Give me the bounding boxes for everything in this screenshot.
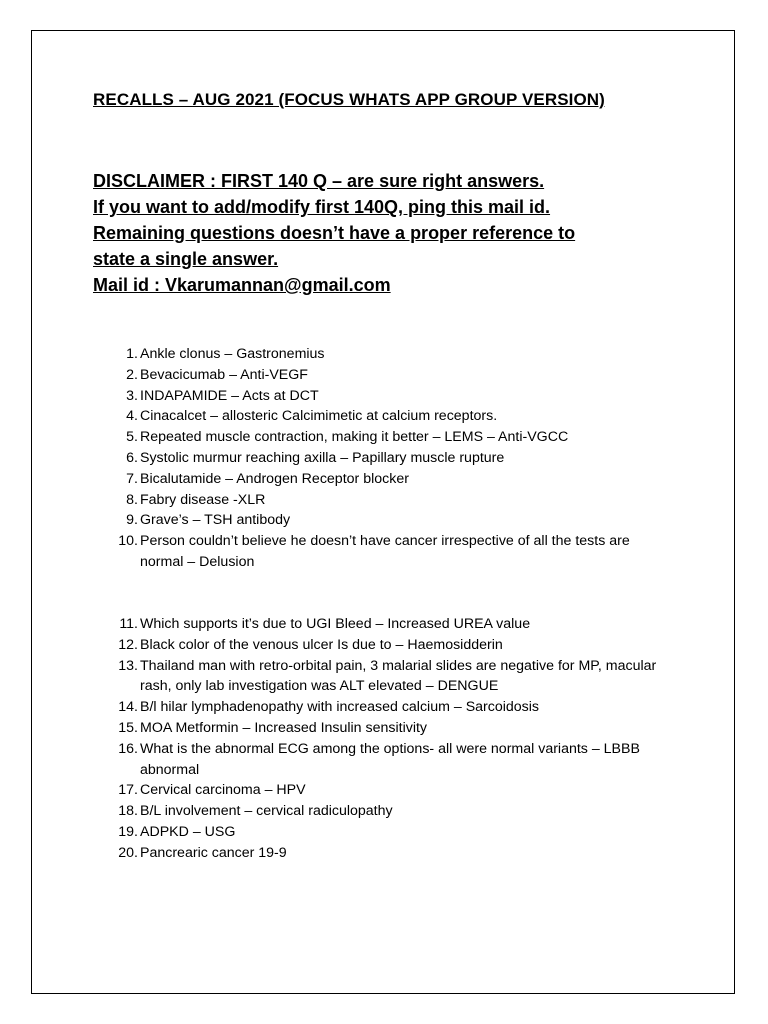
recall-list-part-2 (112, 614, 672, 864)
item-text: Fabry disease -XLR (140, 491, 266, 508)
item-text: Repeated muscle contraction, making it better – LEMS – Anti-VGCC (140, 429, 569, 446)
list-item (112, 614, 672, 635)
list-item (112, 406, 672, 427)
item-text: Grave’s – TSH antibody (140, 512, 291, 529)
item-text: Black color of the venous ulcer Is due to – Haemosidderin (140, 636, 503, 653)
item-number: 16. (118, 740, 138, 757)
item-text: ADPKD – USG (140, 823, 236, 840)
item-text: INDAPAMIDE – Acts at DCT (140, 387, 319, 404)
document-title: RECALLS – AUG 2021 (FOCUS WHATS APP GROUP VERSION) (93, 90, 605, 109)
item-text: B/L involvement – cervical radiculopathy (140, 803, 393, 820)
item-text: Person couldn’t believe he doesn’t have cancer irrespective of all the tests are normal – Delusion (140, 533, 630, 570)
list-item (112, 531, 672, 573)
list-item (112, 469, 672, 490)
list-item (112, 490, 672, 511)
item-number: 18. (118, 803, 138, 820)
list-item (112, 780, 672, 801)
disclaimer-line: If you want to add/modify first 140Q, ping this mail id. (93, 197, 551, 217)
list-item (112, 697, 672, 718)
item-text: What is the abnormal ECG among the options- all were normal variants – LBBB abnormal (140, 740, 640, 778)
item-number: 15. (118, 719, 138, 736)
item-text: Cinacalcet – allosteric Calcimimetic at calcium receptors. (140, 408, 498, 425)
item-number: 12. (118, 636, 138, 653)
item-text: MOA Metformin – Increased Insulin sensitivity (140, 719, 428, 736)
recall-list-part-1 (112, 344, 672, 573)
list-item (112, 427, 672, 448)
item-number: 13. (118, 657, 138, 674)
list-item (112, 656, 672, 698)
item-number: 5. (126, 429, 138, 446)
item-number: 7. (126, 470, 138, 487)
item-number: 19. (118, 823, 138, 840)
item-text: Bevacicumab – Anti-VEGF (140, 366, 308, 383)
item-text: Thailand man with retro-orbital pain, 3 malarial slides are negative for MP, macular rash, only lab investigation was ALT elevated – DENGUE (140, 657, 657, 695)
item-text: Ankle clonus – Gastronemius (140, 346, 325, 362)
item-number: 3. (126, 387, 138, 404)
item-number: 6. (126, 449, 138, 466)
item-text: B/l hilar lymphadenopathy with increased calcium – Sarcoidosis (140, 699, 540, 716)
item-text: Systolic murmur reaching axilla – Papillary muscle rupture (140, 449, 505, 466)
email-line: Mail id : Vkarumannan@gmail.com (93, 275, 391, 295)
list-item (112, 510, 672, 531)
list-item (112, 718, 672, 739)
list-item (112, 386, 672, 407)
disclaimer-block (93, 168, 693, 298)
list-item (112, 635, 672, 656)
item-text: Bicalutamide – Androgen Receptor blocker (140, 470, 409, 487)
item-text: Which supports it’s due to UGI Bleed – Increased UREA value (140, 616, 531, 632)
item-number: 11. (119, 616, 138, 632)
disclaimer-line: DISCLAIMER : FIRST 140 Q – are sure right answers. (93, 171, 545, 191)
item-number: 1. (126, 346, 138, 362)
disclaimer-line: state a single answer. (93, 249, 279, 269)
item-text: Pancrearic cancer 19-9 (140, 844, 287, 861)
list-item (112, 448, 672, 469)
item-number: 4. (126, 408, 138, 425)
list-item (112, 365, 672, 386)
item-number: 10. (118, 533, 138, 550)
list-item (112, 843, 672, 864)
item-number: 20. (118, 844, 138, 861)
list-item (112, 801, 672, 822)
disclaimer-line: Remaining questions doesn’t have a proper reference to (93, 223, 576, 243)
list-item (112, 822, 672, 843)
list-item (112, 739, 672, 781)
item-number: 17. (118, 782, 138, 799)
item-number: 8. (126, 491, 138, 508)
item-number: 14. (118, 699, 138, 716)
list-item (112, 344, 672, 365)
item-text: Cervical carcinoma – HPV (140, 782, 306, 799)
item-number: 9. (126, 512, 138, 529)
item-number: 2. (126, 366, 138, 383)
